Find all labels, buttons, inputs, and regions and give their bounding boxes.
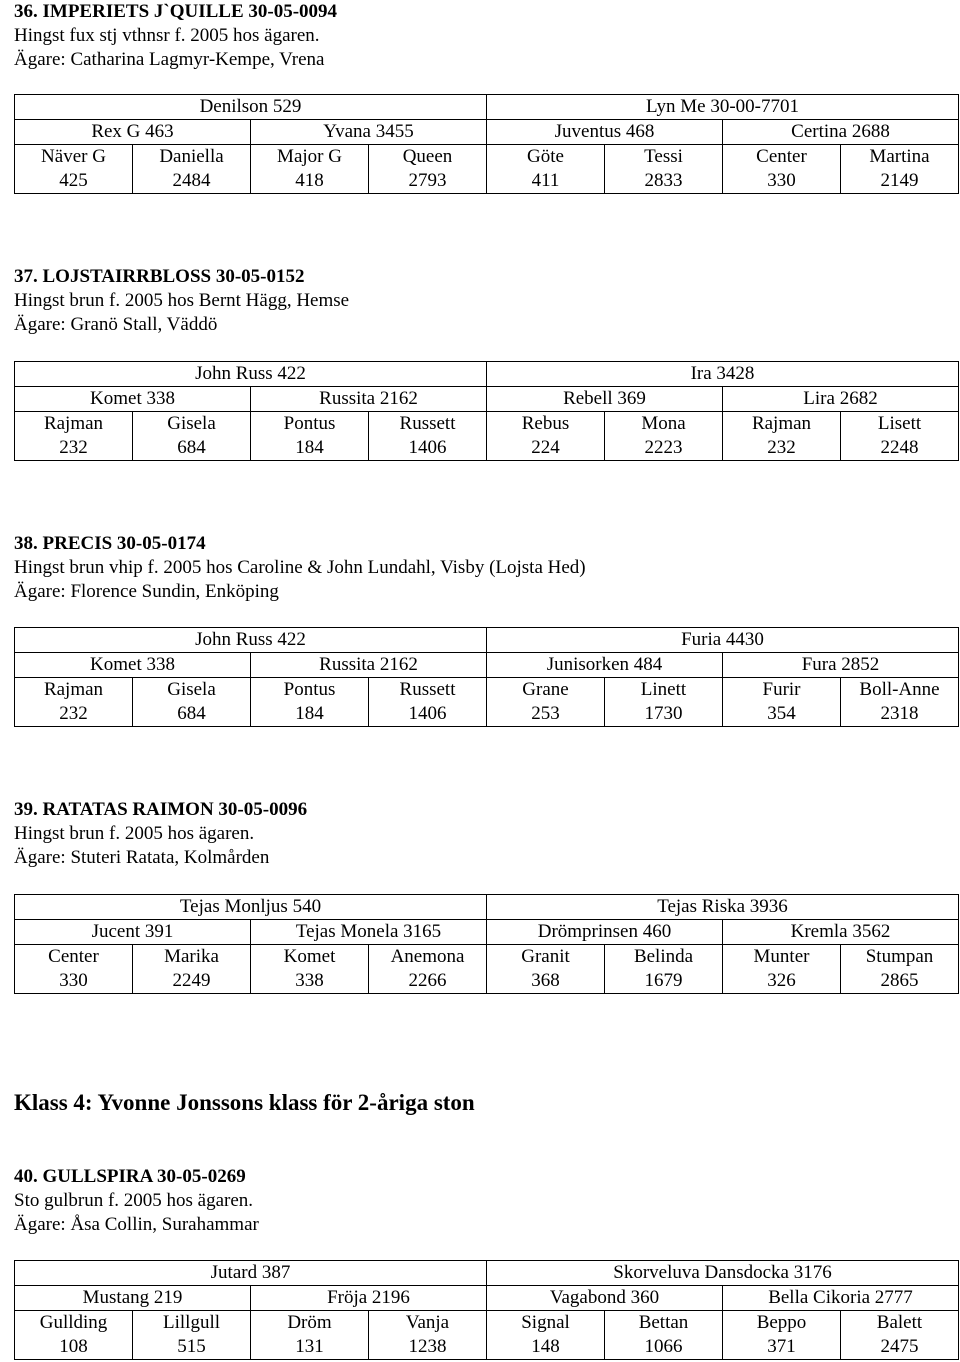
great-grandparent: [251, 1311, 369, 1360]
great-grandparent: [15, 145, 133, 194]
gg-number: 184: [295, 703, 324, 724]
great-grandparent: [723, 678, 841, 727]
gg-number: 330: [767, 170, 796, 191]
gg-number: 148: [531, 1336, 560, 1357]
entry-owner: Ägare: Florence Sundin, Enköping: [14, 581, 279, 602]
grandparent: Fröja 2196: [251, 1286, 487, 1311]
class-heading: Klass 4: Yvonne Jonssons klass för 2-åriga ston: [14, 1090, 475, 1115]
entry-40: [14, 1165, 960, 1357]
gg-number: 368: [531, 970, 560, 991]
gg-number: 224: [531, 437, 560, 458]
sire: Tejas Monljus 540: [15, 895, 487, 920]
gg-number: 2149: [880, 170, 919, 191]
entry-owner: Ägare: Granö Stall, Väddö: [14, 314, 218, 335]
gg-name: Beppo: [756, 1312, 807, 1333]
grandparents-row: [15, 1286, 959, 1311]
entry-owner: Ägare: Stuteri Ratata, Kolmården: [14, 847, 270, 868]
great-grandparent: [723, 145, 841, 194]
gg-number: 1679: [644, 970, 683, 991]
entry-info: Hingst brun vhip f. 2005 hos Caroline & John Lundahl, Visby (Lojsta Hed): [14, 557, 586, 578]
pedigree-table: [14, 361, 959, 461]
great-grandparent: [841, 678, 959, 727]
gg-name: Russett: [399, 679, 456, 700]
great-grandparent: [605, 678, 723, 727]
gg-number: 371: [767, 1336, 796, 1357]
gg-number: 232: [59, 703, 88, 724]
great-grandparent: [723, 412, 841, 461]
sire: Jutard 387: [15, 1261, 487, 1286]
gg-number: 1730: [644, 703, 683, 724]
great-grandparents-row: [15, 412, 959, 461]
gg-name: Göte: [527, 146, 564, 167]
entry-title: 38. PRECIS 30-05-0174: [14, 533, 206, 554]
great-grandparent: [841, 1311, 959, 1360]
great-grandparent: [15, 1311, 133, 1360]
great-grandparent: [841, 945, 959, 994]
gg-name: Marika: [164, 946, 219, 967]
entry-info: Hingst brun f. 2005 hos Bernt Hägg, Hemse: [14, 290, 350, 311]
great-grandparents-row: [15, 145, 959, 194]
pedigree-table: [14, 1260, 959, 1360]
grandparents-row: [15, 653, 959, 678]
gg-name: Lisett: [877, 413, 922, 434]
grandparent: Junisorken 484: [487, 653, 723, 678]
gg-number: 184: [295, 437, 324, 458]
grandparent: Jucent 391: [15, 920, 251, 945]
gg-name: Rajman: [751, 413, 812, 434]
gg-number: 1238: [408, 1336, 447, 1357]
gg-number: 411: [531, 170, 560, 191]
great-grandparent: [251, 145, 369, 194]
gg-number: 684: [177, 703, 206, 724]
grandparent: Russita 2162: [251, 653, 487, 678]
great-grandparents-row: [15, 1311, 959, 1360]
gg-name: Russett: [399, 413, 456, 434]
great-grandparent: [369, 1311, 487, 1360]
gg-name: Signal: [521, 1312, 570, 1333]
pedigree-table: [14, 894, 959, 994]
entry-title: 37. LOJSTAIRRBLOSS 30-05-0152: [14, 266, 305, 287]
grandparent: Kremla 3562: [723, 920, 959, 945]
gg-number: 354: [767, 703, 796, 724]
gg-name: Stumpan: [865, 946, 934, 967]
grandparent: Russita 2162: [251, 387, 487, 412]
gg-name: Grane: [522, 679, 569, 700]
parents-row: [15, 95, 959, 120]
gg-number: 684: [177, 437, 206, 458]
great-grandparent: [841, 145, 959, 194]
great-grandparents-row: [15, 678, 959, 727]
gg-name: Furir: [762, 679, 801, 700]
grandparents-row: [15, 387, 959, 412]
grandparent: Mustang 219: [15, 1286, 251, 1311]
gg-name: Boll-Anne: [859, 679, 940, 700]
gg-name: Rajman: [43, 413, 104, 434]
great-grandparent: [15, 945, 133, 994]
great-grandparent: [251, 412, 369, 461]
gg-number: 131: [295, 1336, 324, 1357]
great-grandparent: [487, 145, 605, 194]
grandparent: Lira 2682: [723, 387, 959, 412]
gg-number: 2249: [172, 970, 211, 991]
great-grandparent: [369, 145, 487, 194]
gg-number: 2793: [408, 170, 447, 191]
entry-37: [14, 265, 960, 458]
gg-name: Rajman: [43, 679, 104, 700]
great-grandparent: [487, 678, 605, 727]
dam: Skorveluva Dansdocka 3176: [487, 1261, 959, 1286]
grandparents-row: [15, 920, 959, 945]
gg-number: 253: [531, 703, 560, 724]
entry-info: Hingst fux stj vthnsr f. 2005 hos ägaren.: [14, 25, 320, 46]
gg-name: Granit: [521, 946, 570, 967]
dam: Ira 3428: [487, 362, 959, 387]
pedigree-table: [14, 627, 959, 727]
parents-row: [15, 1261, 959, 1286]
gg-number: 515: [177, 1336, 206, 1357]
gg-number: 232: [767, 437, 796, 458]
gg-number: 1066: [644, 1336, 683, 1357]
dam: Lyn Me 30-00-7701: [487, 95, 959, 120]
great-grandparent: [15, 412, 133, 461]
gg-name: Belinda: [633, 946, 694, 967]
gg-name: Pontus: [283, 679, 336, 700]
entry-title: 39. RATATAS RAIMON 30-05-0096: [14, 799, 308, 820]
great-grandparent: [133, 945, 251, 994]
great-grandparent: [605, 412, 723, 461]
gg-name: Gisela: [167, 413, 216, 434]
gg-number: 2248: [880, 437, 919, 458]
gg-number: 108: [59, 1336, 88, 1357]
grandparent: Bella Cikoria 2777: [723, 1286, 959, 1311]
gg-number: 1406: [408, 437, 447, 458]
grandparent: Rebell 369: [487, 387, 723, 412]
grandparents-row: [15, 120, 959, 145]
gg-number: 418: [295, 170, 324, 191]
grandparent: Juventus 468: [487, 120, 723, 145]
gg-number: 338: [295, 970, 324, 991]
gg-number: 2865: [880, 970, 919, 991]
dam: Furia 4430: [487, 628, 959, 653]
entry-info: Hingst brun f. 2005 hos ägaren.: [14, 823, 255, 844]
entry-title: 36. IMPERIETS J`QUILLE 30-05-0094: [14, 1, 338, 22]
gg-name: Tessi: [644, 146, 683, 167]
grandparent: Yvana 3455: [251, 120, 487, 145]
parents-row: [15, 362, 959, 387]
gg-number: 326: [767, 970, 796, 991]
great-grandparent: [487, 945, 605, 994]
entry-title: 40. GULLSPIRA 30-05-0269: [14, 1166, 246, 1187]
gg-number: 2266: [408, 970, 447, 991]
great-grandparent: [251, 678, 369, 727]
gg-number: 2475: [880, 1336, 919, 1357]
great-grandparent: [841, 412, 959, 461]
entry-owner: Ägare: Åsa Collin, Surahammar: [14, 1214, 259, 1235]
grandparent: Fura 2852: [723, 653, 959, 678]
gg-name: Balett: [876, 1312, 923, 1333]
gg-number: 425: [59, 170, 88, 191]
grandparent: Rex G 463: [15, 120, 251, 145]
gg-name: Center: [48, 946, 99, 967]
grandparent: Vagabond 360: [487, 1286, 723, 1311]
dam: Tejas Riska 3936: [487, 895, 959, 920]
great-grandparent: [487, 1311, 605, 1360]
great-grandparent: [723, 1311, 841, 1360]
great-grandparents-row: [15, 945, 959, 994]
gg-name: Linett: [640, 679, 687, 700]
entry-owner: Ägare: Catharina Lagmyr-Kempe, Vrena: [14, 49, 325, 70]
sire: John Russ 422: [15, 362, 487, 387]
gg-name: Mona: [641, 413, 686, 434]
gg-name: Vanja: [405, 1312, 450, 1333]
great-grandparent: [605, 945, 723, 994]
gg-name: Major G: [277, 146, 342, 167]
great-grandparent: [251, 945, 369, 994]
gg-number: 1406: [408, 703, 447, 724]
great-grandparent: [133, 412, 251, 461]
gg-name: Bettan: [638, 1312, 689, 1333]
great-grandparent: [133, 145, 251, 194]
gg-number: 2223: [644, 437, 683, 458]
gg-name: Näver G: [41, 146, 106, 167]
entry-info: Sto gulbrun f. 2005 hos ägaren.: [14, 1190, 254, 1211]
great-grandparent: [15, 678, 133, 727]
gg-name: Center: [756, 146, 807, 167]
sire: Denilson 529: [15, 95, 487, 120]
gg-name: Daniella: [159, 146, 224, 167]
grandparent: Komet 338: [15, 387, 251, 412]
parents-row: [15, 628, 959, 653]
pedigree-table: [14, 94, 959, 194]
grandparent: Tejas Monela 3165: [251, 920, 487, 945]
gg-number: 2318: [880, 703, 919, 724]
great-grandparent: [133, 1311, 251, 1360]
gg-number: 2484: [172, 170, 211, 191]
great-grandparent: [369, 412, 487, 461]
grandparent: Komet 338: [15, 653, 251, 678]
gg-number: 232: [59, 437, 88, 458]
gg-name: Anemona: [390, 946, 465, 967]
gg-number: 330: [59, 970, 88, 991]
great-grandparent: [133, 678, 251, 727]
gg-name: Lillgull: [163, 1312, 220, 1333]
gg-name: Gisela: [167, 679, 216, 700]
gg-name: Martina: [869, 146, 930, 167]
sire: John Russ 422: [15, 628, 487, 653]
great-grandparent: [369, 678, 487, 727]
great-grandparent: [605, 1311, 723, 1360]
entry-38: [14, 532, 960, 724]
gg-name: Queen: [402, 146, 453, 167]
gg-name: Munter: [753, 946, 810, 967]
gg-name: Gullding: [39, 1312, 108, 1333]
gg-name: Pontus: [283, 413, 336, 434]
entry-39: [14, 798, 960, 991]
great-grandparent: [723, 945, 841, 994]
gg-name: Rebus: [521, 413, 570, 434]
grandparent: Drömprinsen 460: [487, 920, 723, 945]
gg-name: Dröm: [287, 1312, 332, 1333]
great-grandparent: [487, 412, 605, 461]
great-grandparent: [369, 945, 487, 994]
great-grandparent: [605, 145, 723, 194]
entry-36: [14, 0, 960, 191]
grandparent: Certina 2688: [723, 120, 959, 145]
parents-row: [15, 895, 959, 920]
gg-name: Komet: [283, 946, 336, 967]
gg-number: 2833: [644, 170, 683, 191]
